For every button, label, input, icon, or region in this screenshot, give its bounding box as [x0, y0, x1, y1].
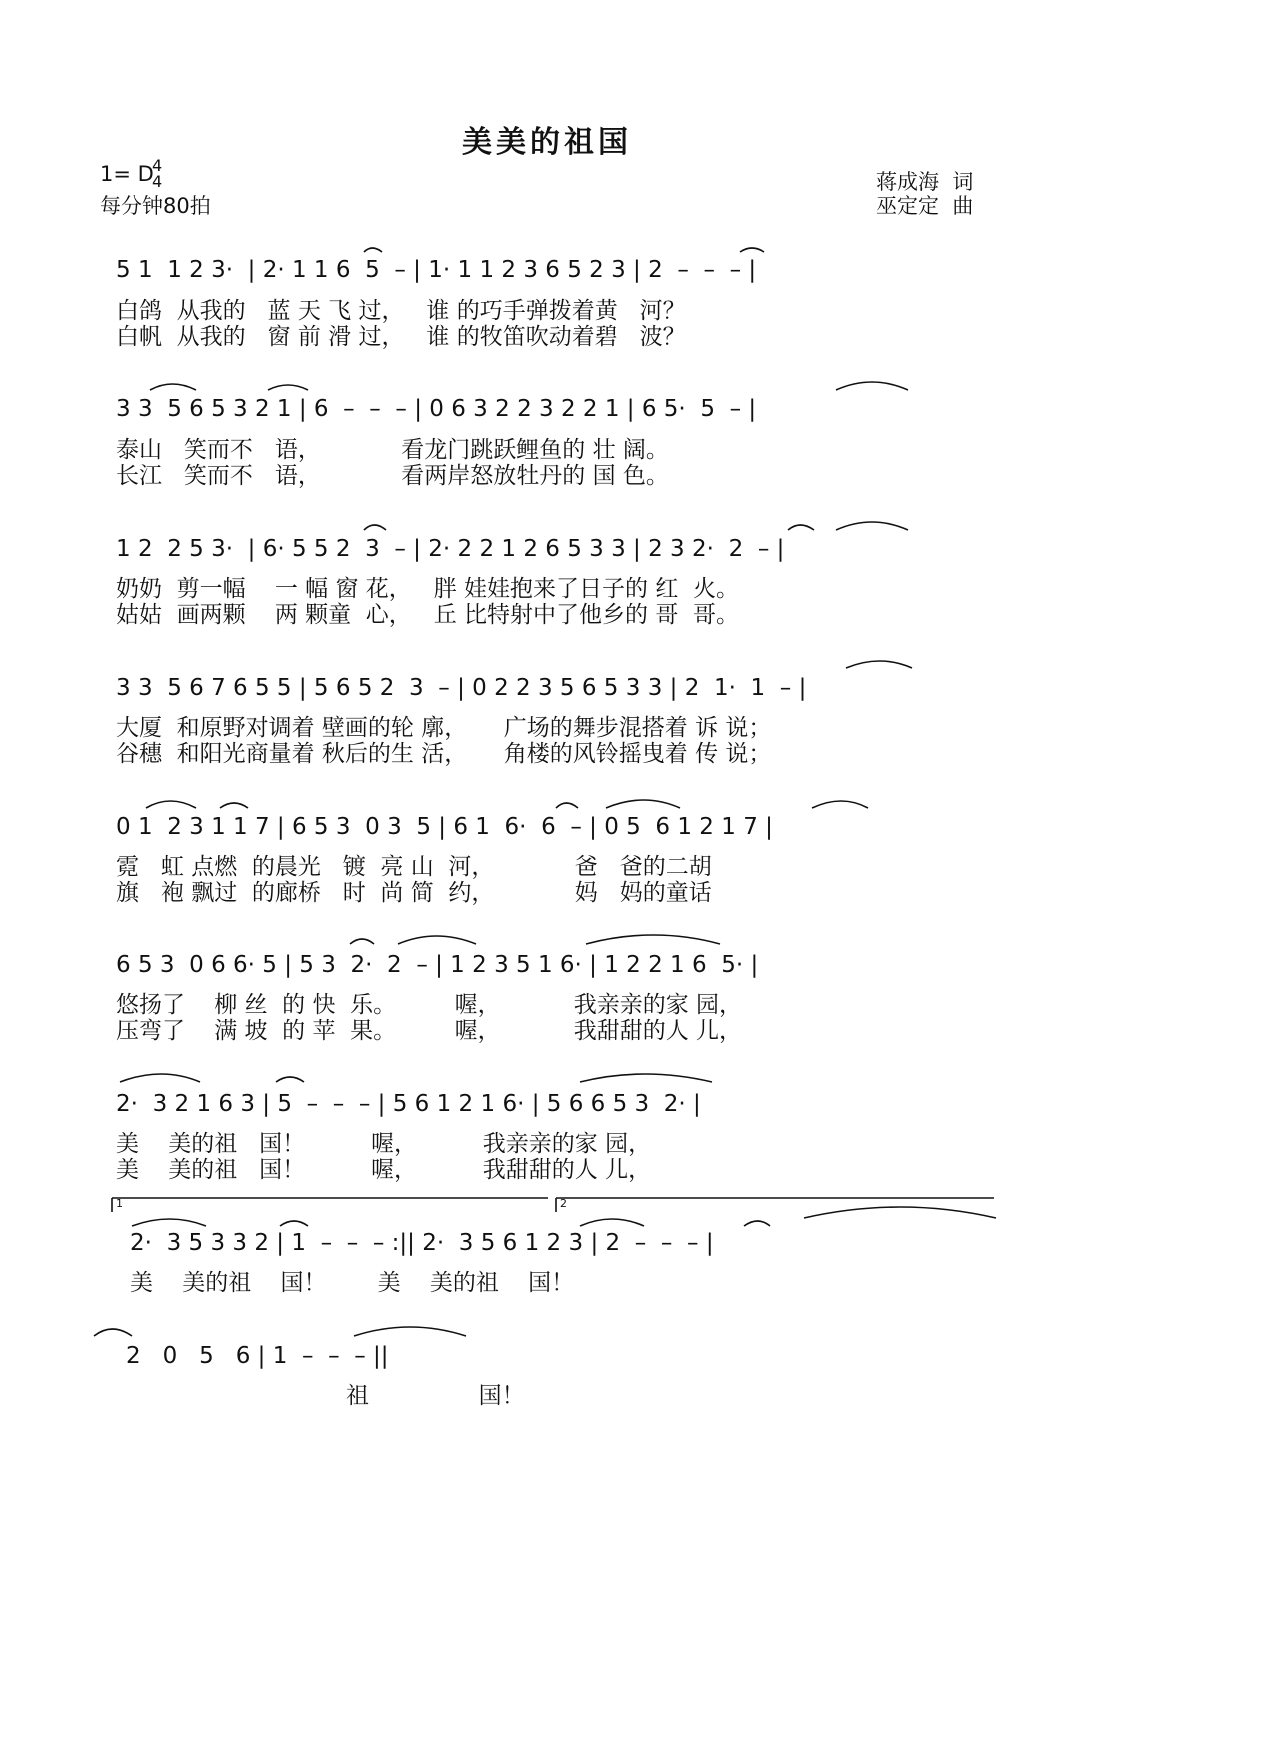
notation-line-8: 2· 3 5 3 3 2 | 1 – – – :|| 2· 3 5 6 1 2 3 | 2 – – – |: [130, 1230, 714, 1256]
lyric-line-7-verse-2: 美 美的祖 国！ 喔， 我甜甜的人 儿，: [116, 1157, 652, 1183]
lyric-line-2-verse-2: 长江 笑而不 语， 看两岸怒放牡丹的 国 色。: [116, 463, 669, 489]
notation-line-9: 2 0 5 6 | 1 – – – ||: [126, 1343, 389, 1369]
song-title: 美美的祖国: [462, 125, 632, 160]
notation-line-1: 5 1 1 2 3· | 2· 1 1 6 5 – | 1· 1 1 2 3 6 5 2 3 | 2 – – – |: [116, 257, 757, 283]
notation-line-5: 0 1 2 3 1 1 7 | 6 5 3 0 3 5 | 6 1 6· 6 – | 0 5 6 1 2 1 7 |: [116, 814, 773, 840]
lyric-line-6-verse-2: 压弯了 满 坡 的 苹 果。 喔， 我甜甜的人 儿，: [116, 1018, 743, 1044]
key-signature: 1= D: [100, 162, 154, 186]
lyric-line-1-verse-1: 白鸽 从我的 蓝 天 飞 过， 谁 的巧手弹拨着黄 河？: [116, 298, 686, 324]
lyricist-credit: 蒋成海 词: [876, 170, 974, 194]
composer-credit: 巫定定 曲: [876, 194, 974, 218]
lyric-line-4-verse-2: 谷穗 和阳光商量着 秋后的生 活， 角楼的风铃摇曳着 传 说；: [116, 741, 772, 767]
lyric-line-7-verse-1: 美 美的祖 国！ 喔， 我亲亲的家 园，: [116, 1131, 652, 1157]
notation-line-3: 1 2 2 5 3· | 6· 5 5 2 3 – | 2· 2 2 1 2 6 5 3 3 | 2 3 2· 2 – |: [116, 536, 785, 562]
lyric-line-3-verse-2: 姑姑 画两颗 两 颗童 心， 丘 比特射中了他乡的 哥 哥。: [116, 602, 739, 628]
volta-first-ending: 1: [116, 1197, 123, 1210]
lyric-line-5-verse-1: 霓 虹 点燃 的晨光 镀 亮 山 河， 爸 爸的二胡: [116, 854, 712, 880]
lyric-line-2-verse-1: 泰山 笑而不 语， 看龙门跳跃鲤鱼的 壮 阔。: [116, 437, 669, 463]
lyric-line-6-verse-1: 悠扬了 柳 丝 的 快 乐。 喔， 我亲亲的家 园，: [116, 992, 743, 1018]
notation-line-6: 6 5 3 0 6 6· 5 | 5 3 2· 2 – | 1 2 3 5 1 6· | 1 2 2 1 6 5· |: [116, 952, 759, 978]
tempo-marking: 每分钟80拍: [100, 194, 211, 218]
lyric-line-9: 祖 国！: [346, 1383, 525, 1409]
notation-line-7: 2· 3 2 1 6 3 | 5 – – – | 5 6 1 2 1 6· | 5 6 6 5 3 2· |: [116, 1091, 701, 1117]
volta-second-ending: 2: [560, 1197, 567, 1210]
lyric-line-4-verse-1: 大厦 和原野对调着 壁画的轮 廓， 广场的舞步混搭着 诉 说；: [116, 715, 772, 741]
time-signature-bottom: 4: [152, 172, 163, 191]
lyric-line-5-verse-2: 旗 袍 飘过 的廊桥 时 尚 简 约， 妈 妈的童话: [116, 880, 712, 906]
notation-line-2: 3 3 5 6 5 3 2 1 | 6 – – – | 0 6 3 2 2 3 2 2 1 | 6 5· 5 – |: [116, 396, 757, 422]
notation-line-4: 3 3 5 6 7 6 5 5 | 5 6 5 2 3 – | 0 2 2 3 5 6 5 3 3 | 2 1· 1 – |: [116, 675, 807, 701]
lyric-line-8: 美 美的祖 国！ 美 美的祖 国！: [130, 1270, 575, 1296]
lyric-line-3-verse-1: 奶奶 剪一幅 一 幅 窗 花， 胖 娃娃抱来了日子的 红 火。: [116, 576, 739, 602]
lyric-line-1-verse-2: 白帆 从我的 窗 前 滑 过， 谁 的牧笛吹动着碧 波？: [116, 324, 686, 350]
time-signature-top: 4: [152, 156, 163, 175]
